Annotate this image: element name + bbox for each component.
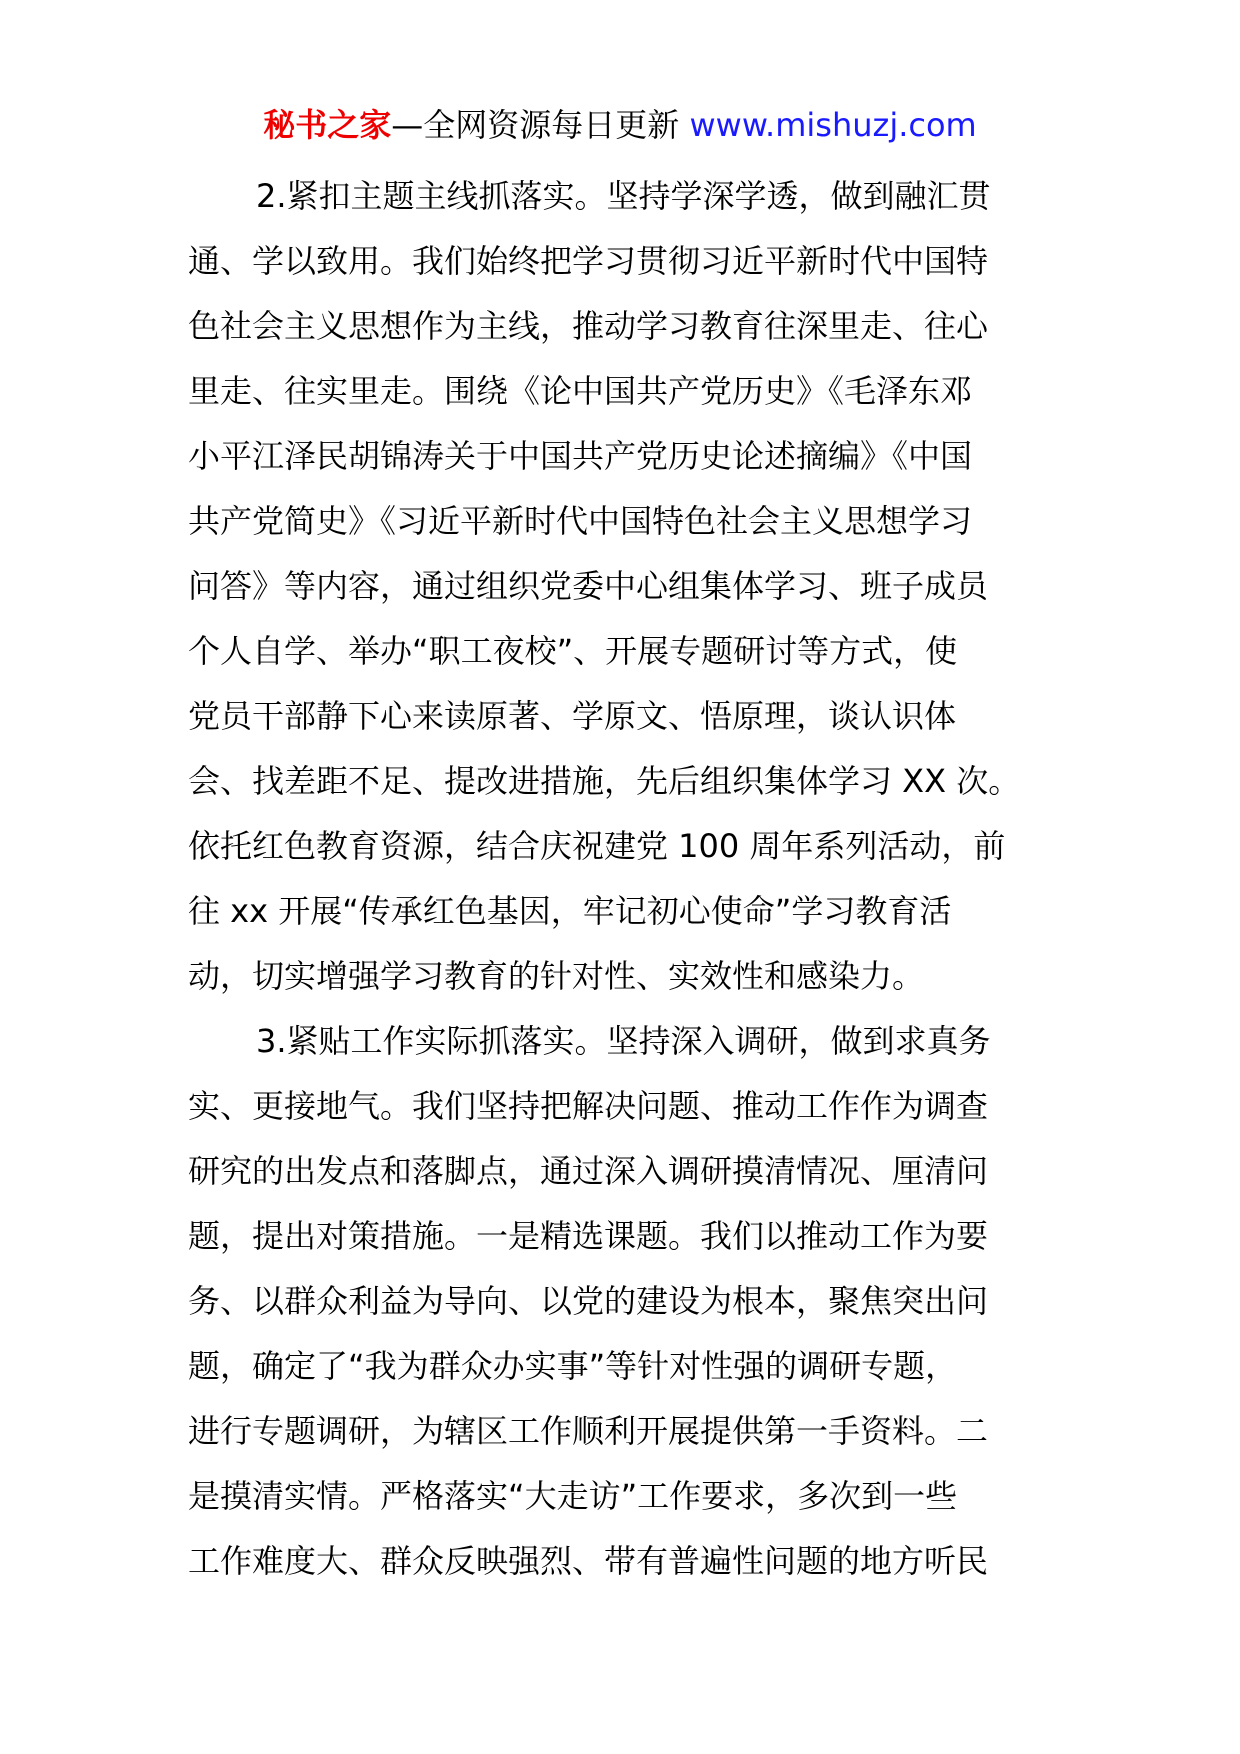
paragraph-2-line-7: 问答》等内容，通过组织党委中心组集体学习、班子成员 [188,567,989,605]
paragraph-2-line-12: 往 xx 开展“传承红色基因，牢记初心使命”学习教育活 [188,892,952,930]
paragraph-3-line-5: 务、以群众利益为导向、以党的建设为根本，聚焦突出问 [188,1282,989,1320]
header-slogan: —全网资源每日更新 [391,106,680,144]
paragraph-2-line-11: 依托红色教育资源，结合庆祝建党 100 周年系列活动，前 [188,827,1006,865]
paragraph-2-line-2: 通、学以致用。我们始终把学习贯彻习近平新时代中国特 [188,242,989,280]
paragraph-3-line-1: 3.紧贴工作实际抓落实。坚持深入调研，做到求真务 [256,1022,991,1060]
page-header [0,100,1240,150]
paragraph-3-line-6: 题，确定了“我为群众办实事”等针对性强的调研专题， [188,1347,958,1385]
paragraph-2-line-4: 里走、往实里走。围绕《论中国共产党历史》《毛泽东邓 [188,372,973,410]
paragraph-3-line-2: 实、更接地气。我们坚持把解决问题、推动工作作为调查 [188,1087,989,1125]
paragraph-3-line-7: 进行专题调研，为辖区工作顺利开展提供第一手资料。二 [188,1412,989,1450]
site-url-link[interactable]: www.mishuzj.com [689,106,977,144]
paragraph-2-line-13: 动，切实增强学习教育的针对性、实效性和感染力。 [188,957,925,995]
paragraph-2-line-1: 2.紧扣主题主线抓落实。坚持学深学透，做到融汇贯 [256,177,991,215]
paragraph-3-line-9: 工作难度大、群众反映强烈、带有普遍性问题的地方听民 [188,1542,989,1580]
body-text [188,164,1058,1594]
paragraph-2-line-6: 共产党简史》《习近平新时代中国特色社会主义思想学习 [188,502,973,540]
paragraph-2-line-3: 色社会主义思想作为主线，推动学习教育往深里走、往心 [188,307,989,345]
paragraph-3-line-8: 是摸清实情。严格落实“大走访”工作要求，多次到一些 [188,1477,958,1515]
paragraph-2-line-8: 个人自学、举办“职工夜校”、开展专题研讨等方式，使 [188,632,958,670]
paragraph-2-line-10: 会、找差距不足、提改进措施，先后组织集体学习 XX 次。 [188,762,1021,800]
paragraph-3-line-4: 题，提出对策措施。一是精选课题。我们以推动工作为要 [188,1217,989,1255]
paragraph-2-line-9: 党员干部静下心来读原著、学原文、悟原理，谈认识体 [188,697,957,735]
paragraph-2-line-5: 小平江泽民胡锦涛关于中国共产党历史论述摘编》《中国 [188,437,973,475]
brand-name: 秘书之家 [263,106,392,144]
paragraph-3-line-3: 研究的出发点和落脚点，通过深入调研摸清情况、厘清问 [188,1152,989,1190]
